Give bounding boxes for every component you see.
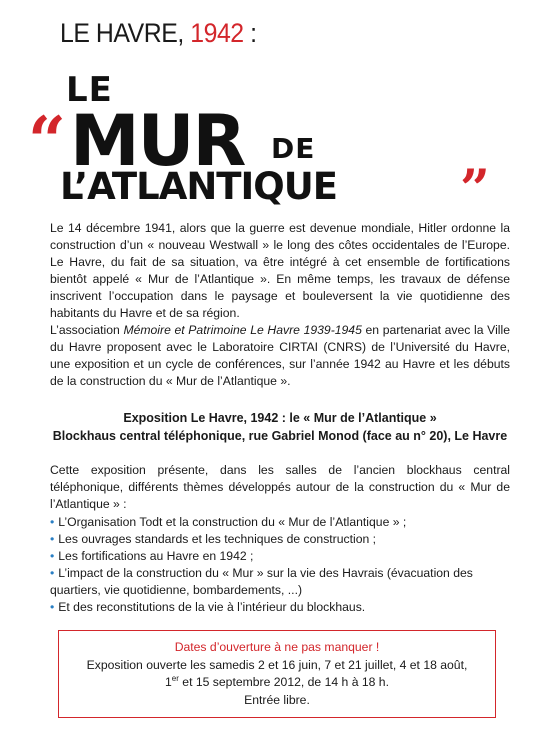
list-item-text: Et des reconstitutions de la vie à l’intérieur du blockhaus. bbox=[58, 600, 366, 614]
exposition-title bbox=[30, 409, 530, 445]
list-item-text: L’impact de la construction du « Mur » sur la vie des Havrais (évacuation des quartiers, vie quotidienne, bombardements, ...) bbox=[50, 566, 473, 597]
list-item-text: Les ouvrages standards et les techniques de construction ; bbox=[58, 532, 377, 546]
bullet-icon: • bbox=[50, 600, 55, 614]
dates-line1: Exposition ouverte les samedis 2 et 16 juin, 7 et 21 juillet, 4 et 18 août, bbox=[86, 657, 468, 672]
list-item-text: Les fortifications au Havre en 1942 ; bbox=[58, 549, 254, 563]
bullet-icon: • bbox=[50, 515, 55, 529]
dates-line2-num: 1 bbox=[165, 675, 172, 689]
title-de: DE bbox=[271, 132, 316, 165]
header-suffix: : bbox=[243, 18, 257, 48]
header-line bbox=[60, 18, 257, 49]
title-atlantique: L’ATLANTIQUE bbox=[60, 165, 338, 208]
title-quote-close: ” bbox=[460, 159, 490, 220]
title-quote-open: “ bbox=[28, 102, 66, 180]
list-item-text: L’Organisation Todt et la construction du « Mur de l’Atlantique » ; bbox=[58, 515, 407, 529]
list-item bbox=[50, 565, 520, 599]
title-block bbox=[0, 58, 557, 220]
bullet-icon: • bbox=[50, 566, 55, 580]
header-prefix: LE HAVRE, bbox=[60, 18, 191, 48]
bullet-icon: • bbox=[50, 532, 55, 546]
exposition-title-line1: Exposition Le Havre, 1942 : le « Mur de l’Atlantique » bbox=[123, 411, 437, 425]
dates-line2-rest: et 15 septembre 2012, de 14 h à 18 h. bbox=[178, 675, 389, 689]
themes-list bbox=[50, 514, 520, 616]
list-item bbox=[50, 599, 520, 616]
association-text-after: en partenariat avec la Ville du Havre proposent avec le Laboratoire CIRTAI (CNRS) de l’Université du Havre, une exposition et un cycle de conférences, sur l’année 1942 au Havre et les débuts de la construction du « Mur de l’Atlantique ». bbox=[50, 323, 510, 388]
title-mur: MUR bbox=[70, 100, 245, 182]
dates-line3: Entrée libre. bbox=[244, 692, 310, 707]
association-text-before: L’association bbox=[50, 323, 124, 337]
header-year: 1942 bbox=[190, 18, 244, 48]
dates-line2 bbox=[59, 674, 495, 692]
association-paragraph bbox=[50, 322, 510, 390]
exposition-intro-paragraph: Cette exposition présente, dans les salles de l’ancien blockhaus central téléphonique, différents thèmes développés autour de la construction du « Mur de l’Atlantique » : bbox=[50, 463, 510, 511]
dates-box bbox=[58, 630, 496, 718]
dates-line2-sup: er bbox=[171, 673, 179, 683]
bullet-icon: • bbox=[50, 549, 55, 563]
association-name: Mémoire et Patrimoine Le Havre 1939-1945 bbox=[123, 323, 362, 337]
list-item bbox=[50, 514, 520, 531]
intro-paragraph: Le 14 décembre 1941, alors que la guerre est devenue mondiale, Hitler ordonne la construction d’un « nouveau Westwall » le long des côtes occidentales de l’Europe. Le Havre, du fait de sa situation, va être intégré à cet ensemble de fortifications bientôt appelé « Mur de l’Atlantique ». En même temps, les travaux de défense inscrivent l’occupation dans le paysage et bouleversent la vie quotidienne des habitants du Havre et de sa région. bbox=[50, 221, 510, 320]
list-item bbox=[50, 548, 520, 565]
dates-heading: Dates d’ouverture à ne pas manquer ! bbox=[174, 640, 380, 654]
list-item bbox=[50, 531, 520, 548]
exposition-title-line2: Blockhaus central téléphonique, rue Gabriel Monod (face au n° 20), Le Havre bbox=[52, 429, 508, 443]
title-le: LE bbox=[66, 70, 113, 110]
